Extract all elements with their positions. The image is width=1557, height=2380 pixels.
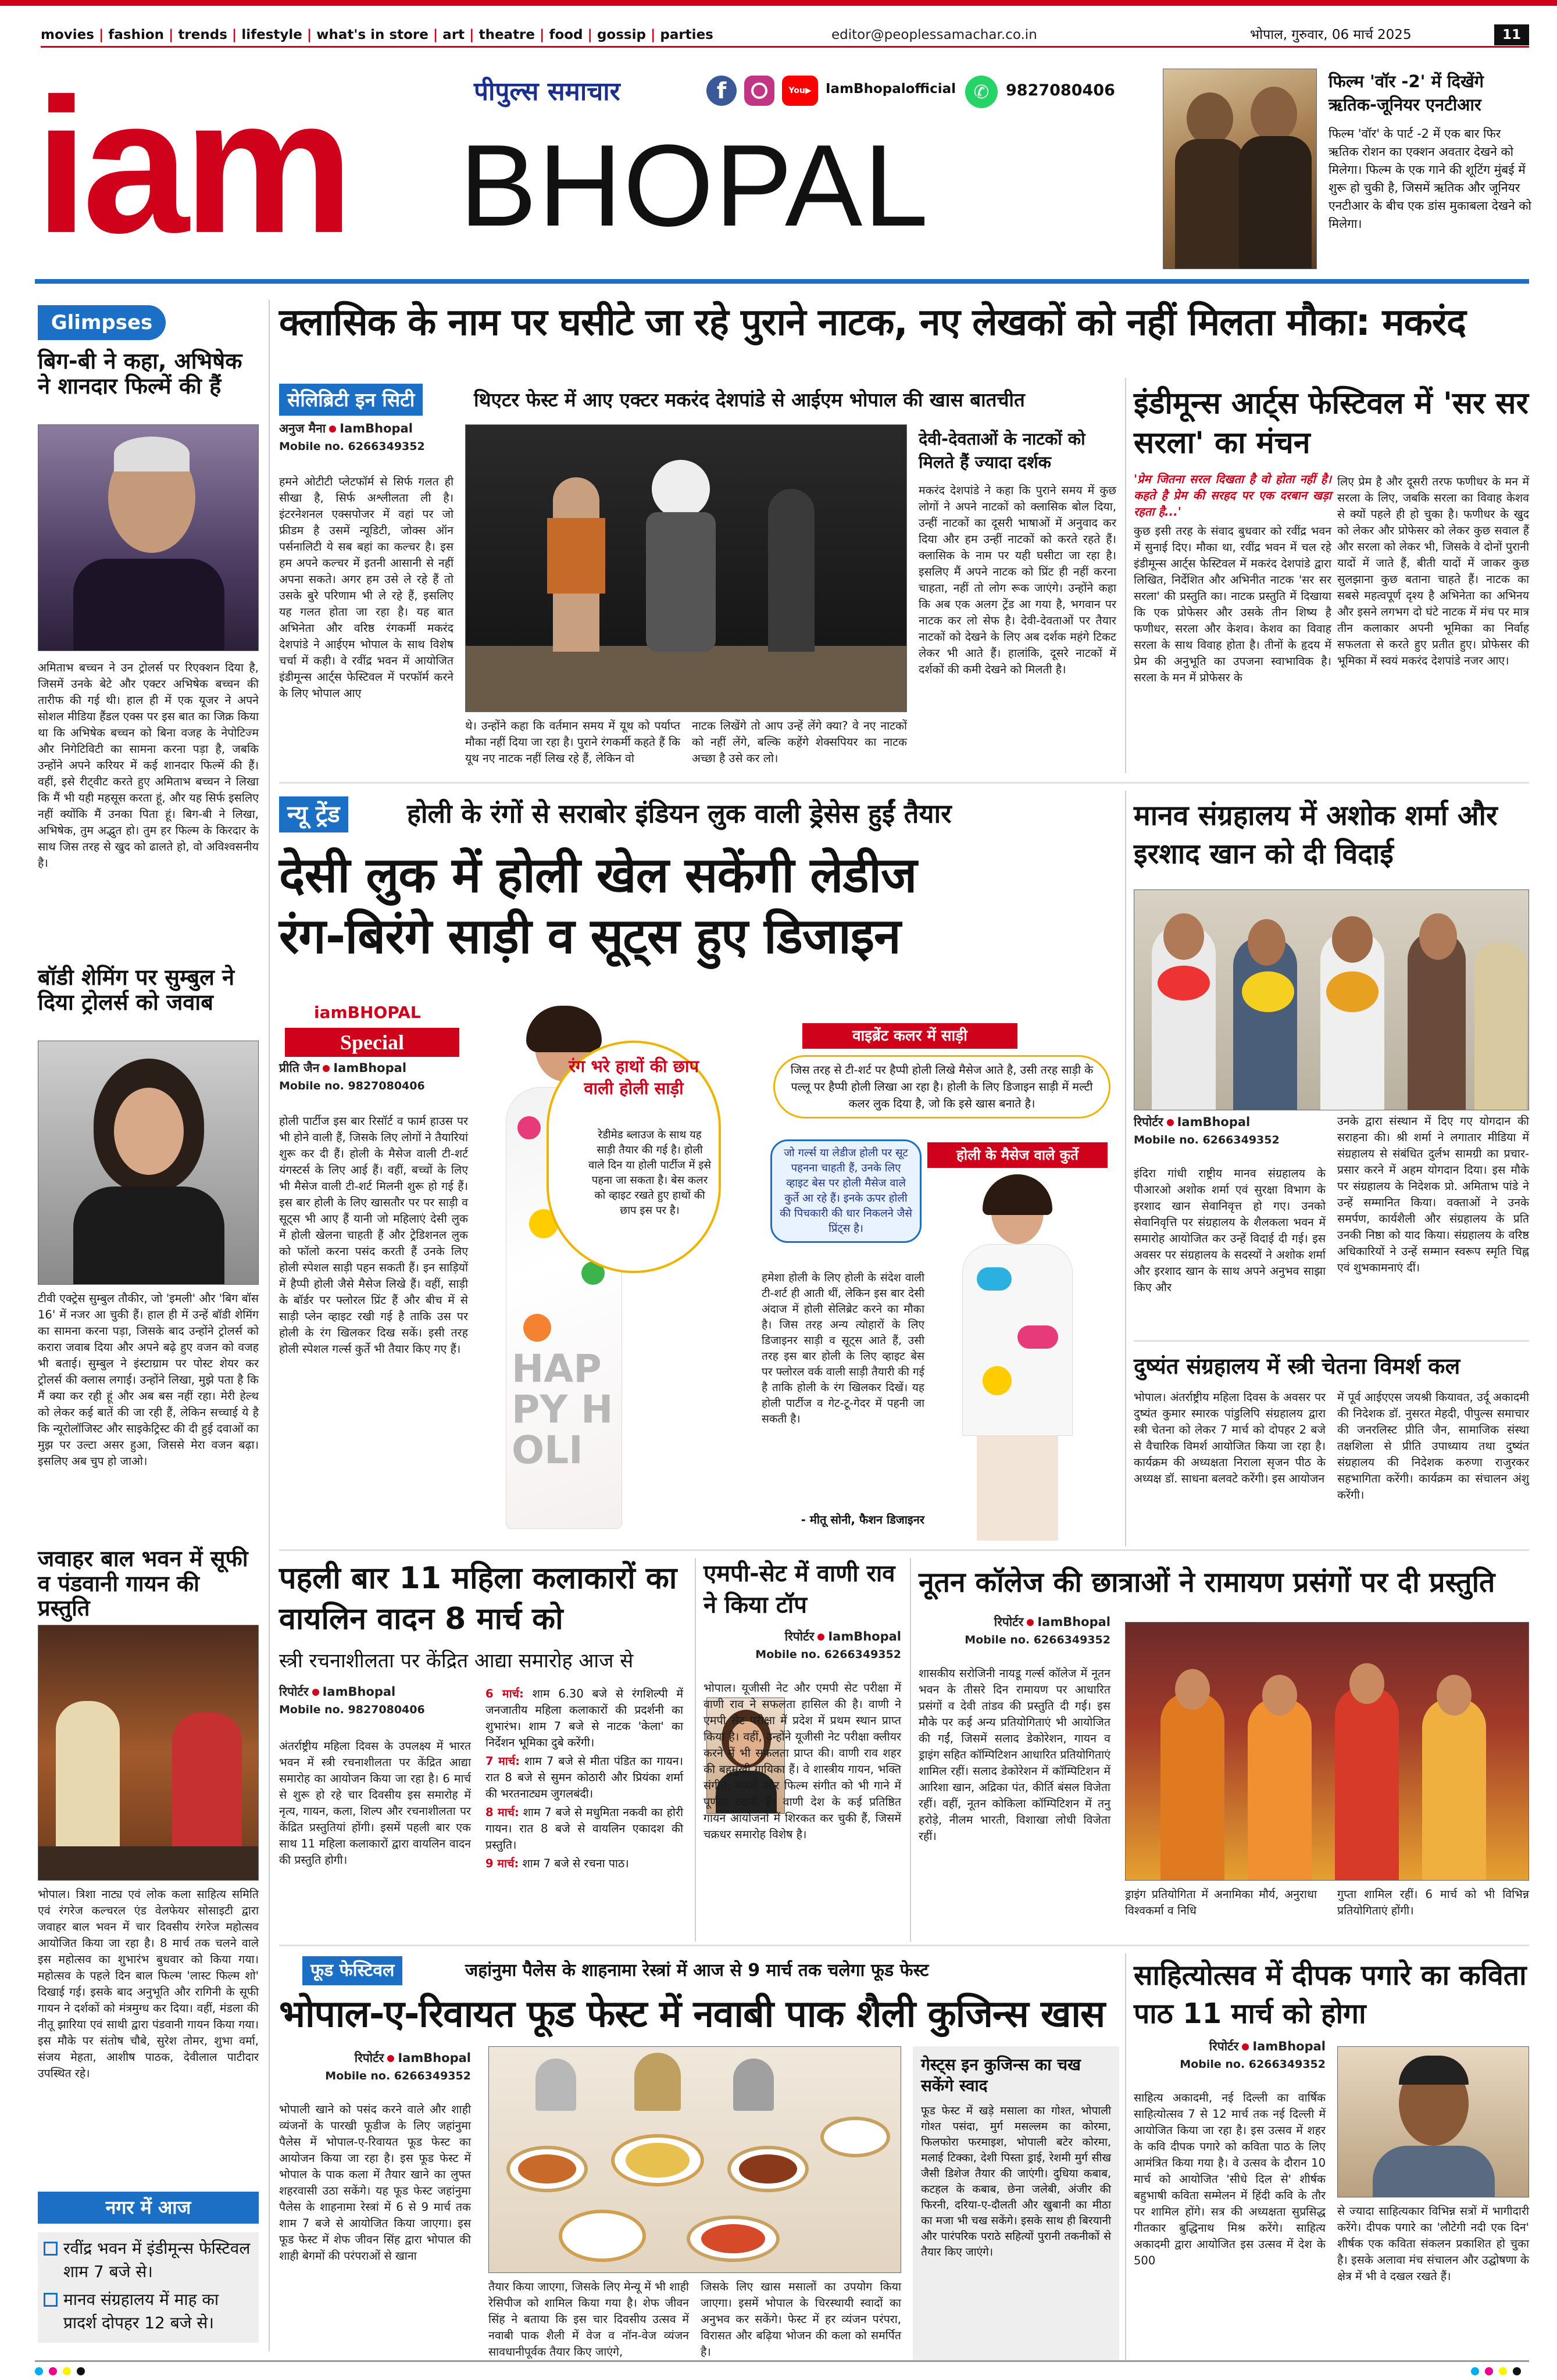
lead-side-body: मकरंद देशपांडे ने कहा कि पुराने समय में कुछ लोगों ने अपने नाटकों को क्लासिक बोल दिया, उन्हीं नाटकों का दूसरी भाषाओं में अनुवाद कर दिया और हम उन्हीं नाटकों को करते रहते हैं। क्लासिक के नाम पर यही घसीटा जा रहा है। इसलिए मैं अपने नाटक को प्रिंट ही नहीं करना चाहता, नहीं तो लोग रूक जाएंगे। उन्होंने कहा कि अब एक अलग ट्रेंड आ गया है, भगवान पर नाटक कर लो सेफ है। देवी-देवताओं पर तैयार नाटकों को देखने के लिए अब दर्शक महंगे टिकट लेकर भी आते हैं। हालांकि, दूसरे नाटकों में दर्शकों की कमी देखने को मिलती है। bbox=[919, 484, 1116, 676]
brand-iam: iam bbox=[35, 58, 348, 273]
special-brand: iamBHOPAL bbox=[314, 1003, 421, 1022]
nav-link[interactable]: movies bbox=[41, 27, 94, 42]
row1-rule bbox=[279, 782, 1529, 784]
manav-col2: उनके द्वारा संस्थान में दिए गए योगदान की सराहना की। श्री शर्मा ने लगातार मीडिया में संग्रहालय से संबंधित दुर्लभ सामग्री का प्रचार-प्रसार करने में अहम योगदान दिया। इस मौके पर संग्रहालय के निदेशक प्रो. अमिताभ पांडे ने उन्हें सम्मानित किया। वक्ताओं ने उनके समर्पण, कार्यशैली और संग्रहालय के प्रति उनकी निष्ठा को याद किया। संग्रहालय के वरिष्ठ अधिकारियों ने उन्हें सम्मान स्वरूप स्मृति चिह्न एवं शुभकामनाएं दीं। bbox=[1337, 1114, 1529, 1274]
nav-separator: | bbox=[428, 27, 443, 42]
row2-rule bbox=[279, 1549, 1529, 1551]
nagar-item: मानव संग्रहालय में माह का प्रादर्श दोपहर 12 बजे से। bbox=[44, 2288, 253, 2335]
left-col-rule bbox=[269, 299, 270, 2352]
nav-link[interactable]: art bbox=[442, 27, 465, 42]
violin-col1: अंतर्राष्ट्रीय महिला दिवस के उपलक्ष्य में भारत भवन में स्त्री रचनाशीलता पर केंद्रित आद्या समारोह का आयोजन किया जा रहा है। 6 मार्च से शुरू हो रहे चार दिवसीय इस समारोह में नृत्य, गायन, कला, शिल्प और रचनाशीलता पर केंद्रित प्रस्तुतियां होंगी। इसमें पहली बार एक साथ 11 महिला कलाकारों द्वारा वायलिन वादन की प्रस्तुति होगी। bbox=[279, 1739, 471, 1867]
violin-schedule bbox=[485, 1686, 683, 1872]
kurta-photo bbox=[930, 1174, 1105, 1541]
author-name: रिपोर्टर bbox=[279, 1685, 309, 1699]
nav-link[interactable]: parties bbox=[660, 27, 713, 42]
lead-headline: क्लासिक के नाम पर घसीटे जा रहे पुराने नाटक, नए लेखकों को नहीं मिलता मौका: मकरंद bbox=[279, 301, 1466, 344]
dushyant-headline: दुष्यंत संग्रहालय में स्त्री चेतना विमर्श कल bbox=[1134, 1353, 1460, 1379]
bottom-rule bbox=[35, 2360, 1529, 2362]
phone-number[interactable]: 9827080406 bbox=[1006, 81, 1115, 99]
lead-col3: नाटक लिखेंगे तो आप उन्हें लेंगे क्या? वे नए नाटकों को नहीं लेंगे, बल्कि कहेंगे शेक्सपियर का नाटक अच्छा है उसे कर लो। bbox=[692, 719, 907, 765]
indie-col1: कुछ इसी तरह के संवाद बुधवार को रवींद्र भवन में सुनाई दिए। मौका था, रवींद्र भवन में चल रहे इंडीमून्स आर्ट्स फेस्टिवल में मकरंद देशपांडे द्वारा लिखित, निर्देशित और अभिनीत नाटक 'सर सर सरला' की प्रस्तुति का। नाटक प्रस्तुति में दिखाया कि एक प्रोफेसर और उसके तीन शिष्य है फणीधर, सरला और केशव। केशव का विवाह सरला के साथ विवाह होता है। तीनों के हृदय में प्रेम की अनुभूति का उपजना स्वाभाविक है। सरला के मन में प्रोफेसर के bbox=[1134, 524, 1331, 684]
instagram-icon[interactable] bbox=[744, 76, 774, 106]
dateline: भोपाल, गुरुवार, 06 मार्च 2025 bbox=[1250, 27, 1412, 42]
food-headline: भोपाल-ए-रिवायत फूड फेस्ट में नवाबी पाक शैली कुजिन्स खास bbox=[279, 1993, 1105, 2036]
lead-col2: थे। उन्होंने कहा कि वर्तमान समय में यूथ को पर्याप्त मौका नहीं दिया जा रहा है। पुराने रंगकर्मी कहते हैं कि यूथ नए नाटक नहीं लिख रहे हैं, लेकिन वो bbox=[465, 719, 680, 765]
editor-email[interactable]: editor@peoplessamachar.co.in bbox=[831, 27, 1037, 42]
food-subhead: जहांनुमा पैलेस के शाहनामा रेस्त्रां में आज से 9 मार्च तक चलेगा फूड फेस्ट bbox=[465, 1960, 929, 1981]
sahitya-headline: साहित्योत्सव में दीपक पगारे का कविता पाठ 11 मार्च को होगा bbox=[1134, 1959, 1527, 2030]
nutan-col2: ड्राइंग प्रतियोगिता में अनामिका मौर्य, अनुराधा विश्वकर्मा व निधि bbox=[1125, 1888, 1317, 1917]
checkbox-icon bbox=[44, 2293, 58, 2307]
mpset-right-rule bbox=[910, 1558, 911, 1942]
lead-side-headline: देवी-देवताओं के नाटकों को मिलते हैं ज्यादा दर्शक bbox=[919, 429, 1085, 472]
author-mobile: Mobile no. 6266349352 bbox=[1134, 1134, 1280, 1146]
holi-body: होली पार्टीज इस बार रिसॉर्ट व फार्म हाउस पर भी होने वाली हैं, जिसके लिए लोगों ने तैयारियां शुरू कर दी हैं। होली के मैसेज वाली टी-शर्ट यंगस्टर्स के लिए आई हैं। वहीं, बच्चों के लिए भी मैसेज वाली टी-शर्ट मिलनी शुरू हो गई हैं। इस बार होली के लिए खासतौर पर पर साड़ी व सूट्स भी आए हैं यानी जो महिलाएं देसी लुक में होली खेलना चाहती हैं और ट्रेडिशनल लुक को फॉलो करना पसंद करती हैं उनके लिए होली स्पेशल साड़ी पहन सकती हैं। इन साड़ियों में हैप्पी होली जैसे मैसेज लिखे हैं। वहीं, साड़ी के बॉर्डर पर फ्लोरल प्रिंट हैं और बीच में से साड़ी प्लेन व्हाइट रखी गई है ताकि उस पर होली के रंग खिलकर दिख सकें। इसी तरह होली स्पेशल गर्ल्स कुर्ते भी तैयार किए गए हैं। bbox=[279, 1114, 468, 1356]
sahitya-col2: से ज्यादा साहित्यकार विभिन्न सत्रों में भागीदारी करेंगे। दीपक पगारे का 'लौटेगी नदी एक दिन' शीर्षक एक कविता संकलन प्रकाशित हो चुका है। इसके अलावा मंच संचालन और उद्घोषणा के क्षेत्र में भी वे दखल रखते हैं। bbox=[1337, 2204, 1529, 2283]
author-mobile: Mobile no. 6266349352 bbox=[1180, 2058, 1326, 2071]
indie-quote: 'प्रेम जितना सरल दिखता है वो होता नहीं है। कहते है प्रेम की सरहद पर एक दरबान खड़ा रहता है...' bbox=[1134, 472, 1331, 519]
brand-city: BHOPAL bbox=[459, 121, 930, 251]
author-name: अनुज मैना bbox=[279, 421, 326, 435]
kurta-intro: जो गर्ल्स या लेडीज होली पर सूट पहनना चाहती हैं, उनके लिए व्हाइट बेस पर होली मैसेज वाले कुर्ते आ रहे हैं। इनके ऊपर होली की पिचकारी की धार निकलने जैसे प्रिंट्स है। bbox=[770, 1139, 922, 1243]
glimpse1-headline: बिग-बी ने कहा, अभिषेक ने शानदार फिल्में की हैं bbox=[38, 348, 242, 399]
teaser-body: फिल्म 'वॉर' के पार्ट -2 में एक बार फिर ऋतिक रोशन का एक्शन अवतार देखने को मिलेगा। फिल्म के एक गाने की शूटिंग मुंबई में शुरू हो चुकी है, जिसमें ऋतिक और जूनियर एनटीआर के बीच एक डांस मुकाबला देखने को मिलेगा। bbox=[1329, 127, 1531, 231]
vibrant-tag: वाइब्रेंट कलर में साड़ी bbox=[802, 1023, 1017, 1049]
lead-right-rule bbox=[1125, 378, 1126, 773]
nav-separator: | bbox=[164, 27, 178, 42]
author-mobile: Mobile no. 6266349352 bbox=[755, 1648, 901, 1661]
row3-rule bbox=[279, 1945, 1529, 1946]
author-name: रिपोर्टर bbox=[354, 2051, 384, 2065]
designer-credit: - मीतू सोनी, फैशन डिजाइनर bbox=[801, 1513, 924, 1527]
nav-link[interactable]: theatre bbox=[478, 27, 535, 42]
youtube-icon[interactable]: You▶ bbox=[782, 76, 818, 106]
deepak-pagare-photo bbox=[1337, 2046, 1529, 2197]
author-name: प्रीति जैन bbox=[279, 1061, 320, 1075]
schedule-item: 9 मार्च: शाम 7 बजे से रचना पाठ। bbox=[485, 1857, 629, 1870]
brand-name: IamBhopal bbox=[398, 2051, 471, 2065]
section-nav bbox=[41, 24, 1529, 48]
page-number: 11 bbox=[1494, 24, 1529, 45]
makrand-stage-photo bbox=[465, 424, 907, 712]
nav-link[interactable]: fashion bbox=[108, 27, 165, 42]
nutan-col3: गुप्ता शामिल रहीं। 6 मार्च को भी विभिन्न प्रतियोगिताएं होंगी। bbox=[1337, 1888, 1529, 1917]
dushyant-col2: में पूर्व आईएएस जयश्री कियावत, उर्दू अकादमी की निदेशक डॉ. नुसरत मेहदी, पीपुल्स समाचार की जनरलिस्ट प्रीति जैन, सामाजिक संस्था तक्षशिला से प्रीति उपाध्याय तथा दुष्यंत संग्रहालय की निदेशक करुणा राजुरकर सहभागिता करेंगी। कार्यक्रम का संचालन अंशु करेंगी। bbox=[1337, 1391, 1529, 1502]
holi-right-rule bbox=[1125, 791, 1126, 1546]
vibrant-body: जिस तरह से टी-शर्ट पर हैप्पी होली लिखे मैसेज आते है, उसी तरह साड़ी के पल्लू पर हैप्पी होली लिखा आ रहा है। होली के लिए डिजाइन साड़ी में मल्टी कलर लुक दिया है, जो कि इसे खास बनाते है। bbox=[773, 1055, 1110, 1118]
top-strip bbox=[0, 0, 1557, 6]
registration-marks bbox=[0, 2367, 1557, 2375]
happy-holi-print: HAPPY HOLI bbox=[512, 1346, 613, 1473]
amitabh-photo bbox=[38, 424, 259, 651]
food-kicker: फूड फेस्टिवल bbox=[302, 1956, 402, 1985]
brand-name: IamBhopal bbox=[340, 421, 413, 435]
dushyant-col1: भोपाल। अंतर्राष्ट्रीय महिला दिवस के अवसर पर दुष्यंत कुमार स्मारक पांडुलिपि संग्रहालय द्वारा स्त्री चेतना को लेकर 7 मार्च को दोपहर 2 बजे से वैचारिक विमर्श आयोजित किया जा रहा है। कार्यक्रम की अध्यक्षता निराला सृजन पीठ के अध्यक्ष डॉ. साधना बलवटे करेंगी। इस आयोजन bbox=[1134, 1391, 1326, 1485]
holi-byline bbox=[279, 1059, 465, 1095]
lead-byline bbox=[279, 420, 453, 455]
food-box bbox=[913, 2046, 1119, 2360]
brand-name: IamBhopal bbox=[322, 1685, 396, 1699]
brand-name: IamBhopal bbox=[1252, 2039, 1326, 2053]
brand-name: IamBhopal bbox=[1177, 1115, 1251, 1129]
glimpses-tag: Glimpses bbox=[38, 305, 166, 340]
war2-photo bbox=[1163, 69, 1317, 269]
nav-separator: | bbox=[94, 27, 109, 42]
indie-col2: लिए प्रेम है और दूसरी तरफ फणीधर के मन में सरला के लिए, जबकि सरला का विवाह केशव से क्यों पहले ही हो चुका है। फणीधर के खुद को लेकर और प्रोफेसर को लेकर कुछ सवाल हैं और सरला को लेकर भी, जिसके वे दोनों पुरानी यादों में जाते हैं, बीती यादों में जाकर कुछ सुलझाना कुछ बताना चाहते हैं। नाटक का सबसे महत्वपूर्ण दृश्य है अभिनेता का अभिनय और इसने लगभग दो घंटे नाटक में मंच पर मात्र तीन कलाकार अपनी भूमिका का निर्वाह सफलता से करते हुए प्रतीत हुए। प्रोफेसर की भूमिका में स्वयं मकरंद देशपांडे नजर आए। bbox=[1337, 475, 1529, 667]
food-right-rule bbox=[1125, 1953, 1126, 2360]
nav-separator: | bbox=[302, 27, 317, 42]
sahitya-byline bbox=[1134, 2038, 1326, 2073]
author-name: रिपोर्टर bbox=[1134, 1115, 1163, 1129]
saree-title: रंग भरे हाथों की छाप वाली होली साड़ी bbox=[569, 1056, 699, 1098]
food-byline bbox=[279, 2049, 471, 2085]
indie-headline: इंडीमून्स आर्ट्स फेस्टिवल में 'सर सर सरला' का मंचन bbox=[1134, 386, 1529, 460]
glimpse3-headline: जवाहर बाल भवन में सूफी व पंडवानी गायन की प्रस्तुति bbox=[38, 1546, 248, 1621]
nagar-list bbox=[38, 2232, 259, 2343]
mpset-headline: एमपी-सेट में वाणी राव ने किया टॉप bbox=[703, 1560, 895, 1618]
holi-headline-1: देसी लुक में होली खेल सकेंगी लेडीज bbox=[279, 846, 917, 903]
author-mobile: Mobile no. 6266349352 bbox=[325, 2070, 471, 2082]
glimpse2-headline: बॉडी शेमिंग पर सुम्बुल ने दिया ट्रोलर्स को जवाब bbox=[38, 964, 235, 1015]
nagar-item: रवींद्र भवन में इंडीमून्स फेस्टिवल शाम 7 बजे से। bbox=[44, 2237, 253, 2283]
violin-headline: पहली बार 11 महिला कलाकारों का वायलिन वादन 8 मार्च को bbox=[279, 1561, 677, 1636]
holi-headline-2: रंग-बिरंगे साड़ी व सूट्स हुए डिजाइन bbox=[279, 907, 901, 964]
violin-byline bbox=[279, 1683, 471, 1718]
nav-link[interactable]: lifestyle bbox=[241, 27, 302, 42]
author-mobile: Mobile no. 6266349352 bbox=[965, 1634, 1110, 1646]
manav-rule bbox=[1134, 1340, 1529, 1342]
checkbox-icon bbox=[44, 2242, 58, 2256]
food-box-headline: गेस्ट्स इन कुजिन्स का चख सकेंगे स्वाद bbox=[921, 2055, 1081, 2095]
glimpse2-body: टीवी एक्ट्रेस सुम्बुल तौकीर, जो 'इमली' और 'बिग बॉस 16' में नजर आ चुकी हैं। हाल ही में उन्हें बॉडी शेमिंग का सामना करना पड़ा, जिसके बाद उन्होंने ट्रोलर्स को करारा जवाब दिया और अपने बढ़े हुए वजन को वजह भी बताई। सुम्बुल ने इंस्टाग्राम पर पोस्ट शेयर कर ट्रोलर्स की क्लास लगाई। उन्होंने लिखा, मुझे पता है कि मैं क्या कर रही हूं और अब बस नहीं रहा। मेरी हेल्थ को लेकर कई बातें की जा रही हैं, लेकिन सच्चाई ये है कि न्यूरोलॉजिस्ट और साइकेट्रिस्ट की दी हुई दवाओं का मुझ पर उल्टा असर हुआ, जिससे मेरा वजन बढ़ा। इसलिए अब चुप हो जाओ। bbox=[38, 1292, 259, 1468]
author-mobile: Mobile no. 9827080406 bbox=[279, 1703, 425, 1716]
special-tag: Special bbox=[285, 1028, 459, 1057]
brand-name: IamBhopal bbox=[1037, 1615, 1110, 1629]
nutan-col1: शासकीय सरोजिनी नायडू गर्ल्स कॉलेज में नूतन भवन के तीसरे दिन रामायण पर आधारित प्रसंगों व देवी तांडव की प्रस्तुति दी गई। इस मौके पर कई अन्य प्रतियोगिताएं भी आयोजित की गईं, जिसमें सलाद डेकोरेशन, गायन व ड्राइंग सहित कॉम्पिटिशन आधारित प्रतियोगिताएं शामिल रहीं। सलाद डेकोरेशन में कॉम्पिटिशन में आरिशा खान, अद्रिका पंत, कीर्ति बंसल विजेता रहीं। वहीं, नूतन कोकिला कॉम्पिटिशन में तनु हरोड़े, नीलम भारती, विशाखा लोधी विजेता रहीं। bbox=[919, 1667, 1110, 1843]
sumbul-photo bbox=[38, 1041, 259, 1285]
schedule-item: 8 मार्च: शाम 7 बजे से मधुमिता नकवी का होरी गायन। रात 8 बजे से वायलिन एकादश की प्रस्तुति। bbox=[485, 1806, 684, 1852]
food-col1: भोपाली खाने को पसंद करने वाले और शाही व्यंजनों के पारखी फूडीज के लिए जहांनुमा पैलेस में भोपाल-ए-रिवायत फूड फेस्ट का आयोजन किया जा रहा है। इस फूड फेस्ट में भोपाल के पाक कला में तैयार खाने का लुफ्त शहरवासी उठा सकेंगे। यह फूड फेस्ट जहांनुमा पैलेस के शाहनामा रेस्त्रां में 6 से 9 मार्च तक शाम 7 बजे से आयोजित किया जाएगा। इस फूड फेस्ट में शेफ जीवन सिंह द्वारा भोपाल की शाही बेगमों की परंपराओं से खाना bbox=[279, 2103, 471, 2263]
saree-body: रेडीमेड ब्लाउज के साथ यह साड़ी तैयार की गई है। होली वाले दिन या होली पार्टीज में इसे पहना जा सकता है। बेस कलर को व्हाइट रखते हुए हाथों की छाप इस पर है। bbox=[588, 1129, 712, 1217]
glimpse1-body: अमिताभ बच्चन ने उन ट्रोलर्स पर रिएक्शन दिया है, जिसमें उनके बेटे और एक्टर अभिषेक बच्चन की तारीफ की गई थी। हाल ही में एक यूजर ने अपने सोशल मीडिया हैंडल एक्स पर इस बात का जिक्र किया था कि अभिषेक बच्चन को बिना वजह के नेपोटिज्म और निगेटिविटी का सामना करना पड़ा है, जबकि उन्होंने अपने करियर में कई शानदार फिल्में की हैं। वहीं, इसे रीट्वीट करते हुए अमिताभ बच्चन ने लिखा कि मैं भी यही महसूस करता हूं, और यह सिर्फ इसलिए नहीं क्योंकि मैं उनका पिता हूं। बिग-बी ने लिखा, अभिषेक, तुम अद्भुत हो। तुम हर फिल्म के किरदार के साथ जिस तरह से खुद को ढालते हो, वो अविश्वसनीय है। bbox=[38, 661, 259, 870]
nagar-tag: नगर में आज bbox=[38, 2192, 259, 2224]
mpset-body: भोपाल। यूजीसी नेट और एमपी सेट परीक्षा में वाणी राव ने सफलता हासिल की है। वाणी ने एमपी सेट परीक्षा में प्रदेश में प्रथम स्थान प्राप्त किया है। वहीं, उन्होंने यूजीसी नेट परीक्षा क्लीयर करने में भी सफलता प्राप्त की। वाणी राव शहर की बहुमुखी गायिका हैं। वे शास्त्रीय गायन, भक्ति संगीत, गजलें और फिल्म संगीत को भी गाने में पूर्णता रखती हैं। वाणी देश के कई प्रतिष्ठित गायन आयोजनों में शिरकत कर चुकी हैं, जिसमें चक्रधर समारोह विशेष है। bbox=[703, 1681, 901, 1841]
masthead-rule bbox=[35, 279, 1529, 284]
manav-headline: मानव संग्रहालय में अशोक शर्मा और इरशाद खान को दी विदाई bbox=[1134, 799, 1498, 870]
teaser-title: फिल्म 'वॉर -2' में दिखेंगे ऋतिक-जूनियर एनटीआर bbox=[1329, 72, 1484, 115]
author-name: रिपोर्टर bbox=[1209, 2039, 1239, 2053]
facebook-icon[interactable]: f bbox=[706, 76, 737, 106]
nav-link[interactable]: gossip bbox=[597, 27, 646, 42]
nav-link[interactable]: trends bbox=[178, 27, 227, 42]
holi-kicker: न्यू ट्रेंड bbox=[279, 796, 348, 832]
violin-right-rule bbox=[695, 1558, 696, 1942]
nav-separator: | bbox=[535, 27, 549, 42]
nav-separator: | bbox=[645, 27, 660, 42]
nav-separator: | bbox=[583, 27, 597, 42]
sahitya-col1: साहित्य अकादमी, नई दिल्ली का वार्षिक साहित्योत्सव 7 से 12 मार्च तक नई दिल्ली में आयोजित किया जा रहा है। इस उत्सव में शहर के कवि दीपक पगारे को कविता पाठ के लिए आमंत्रित किया गया है। वे उत्सव के दौरान 10 मार्च को आयोजित 'सीधे दिल से' शीर्षक बहुभाषी कविता सम्मेलन में हिंदी कवि के तौर पर शामिल होंगे। सत्र की अध्यक्षता सुप्रसिद्ध गीतकार बुद्धिनाथ मिश्र करेंगे। साहित्य अकादमी द्वारा आयोजित इस उत्सव में देश के 500 bbox=[1134, 2091, 1326, 2267]
author-mobile: Mobile no. 6266349352 bbox=[279, 440, 425, 453]
glimpse3-body: भोपाल। त्रिशा नाट्य एवं लोक कला साहित्य समिति एवं रंगरेज कल्चरल एंड वेलफेयर सोसाइटी द्वारा जवाहर बाल भवन में चार दिवसीय रंगरेज महोत्सव आयोजित किया जा रहा है। 8 मार्च तक चलने वाले इस महोत्सव का शुभारंभ बुधवार को किया गया। महोत्सव के पहले दिन बाल फिल्म 'लास्ट फिल्म शो' दिखाई गई। इसके बाद अनुभूति और रागिनी के सूफी गायन ने दर्शकों को मंत्रमुग्ध कर दिया। वहीं, मंडला की नीतू झारिया एवं साथी द्वारा पंडवानी गायन किया गया। इस मौके पर संतोष चौबे, सुरेश तोमर, शुभा वर्मा, संजय मेहता, आशीष पाठक, देवीलाल पाटीदार उपस्थित रहे। bbox=[38, 1888, 259, 2080]
nav-separator: | bbox=[465, 27, 479, 42]
kurta-tag: होली के मैसेज वाले कुर्ते bbox=[927, 1142, 1108, 1168]
schedule-item: 7 मार्च: शाम 7 बजे से मीता पंडित का गायन। रात 8 बजे से सुमन कोठारी और प्रियंका शर्मा की भरतनाट्यम जुगलबंदी। bbox=[485, 1754, 684, 1800]
food-col2: तैयार किया जाएगा, जिसके लिए मेन्यू में भी शाही रेसिपीज को शामिल किया गया है। शेफ जीवन सिंह ने बताया कि इस चार दिवसीय उत्सव में नवाबी पाक शैली में वेज व नॉन-वेज व्यंजन सावधानीपूर्वक तैयार किए जाएंगे, bbox=[488, 2280, 689, 2358]
food-spread-photo bbox=[488, 2046, 901, 2273]
nutan-byline bbox=[919, 1613, 1110, 1649]
publisher-logo: पीपुल्स समाचार bbox=[474, 77, 620, 106]
manav-byline bbox=[1134, 1113, 1326, 1149]
whatsapp-icon[interactable]: ✆ bbox=[965, 76, 998, 108]
brand-name: IamBhopal bbox=[828, 1629, 901, 1643]
nav-link[interactable]: what's in store bbox=[316, 27, 428, 42]
food-box-body: फूड फेस्ट में खड़े मसाला का गोश्त, भोपाली गोश्त पसंदा, मुर्ग मसल्लम का कोरमा, फिलफोरा फरमाइश, भोपाली बटेर कोरमा, मलाई टिक्का, देशी पिस्ता ड्राई, रेशमी मुर्ग सीख जैसी डिशेज तैयार की जाएंगी। दुधिया कबाब, कटहल के कबाब, छेना जलेबी, अंजीर की फिरनी, दरिया-ए-दौलती और खुबानी का मीठा का मजा भी चख सकेंगे। इसके साथ ही बिरयानी और पारंपरिक पराठे सहित्यों पुरानी तकनीकों से तैयार किए जाएंगे। bbox=[921, 2104, 1111, 2259]
holi-subhead: होली के रंगों से सराबोर इंडियन लुक वाली ड्रेसेस हुईं तैयार bbox=[407, 798, 952, 829]
lead-subhead: थिएटर फेस्ट में आए एक्टर मकरंद देशपांडे से आईएम भोपाल की खास बातचीत bbox=[474, 388, 1025, 411]
manav-farewell-photo bbox=[1134, 889, 1529, 1110]
manav-col1: इंदिरा गांधी राष्ट्रीय मानव संग्रहालय के पीआरओ अशोक शर्मा एवं सुरक्षा विभाग के इरशाद खान सेवानिवृत्त हो गए। उनको सेवानिवृत्ति पर संग्रहालय के शैलकला भवन में समारोह आयोजित कर उन्हें विदाई दी गई। इस अवसर पर संग्रहालय के सदस्यों ने अशोक शर्मा और इरशाद खान के साथ अपने अनुभव साझा किए और bbox=[1134, 1167, 1326, 1294]
schedule-item: 6 मार्च: शाम 6.30 बजे से रंगशिल्पी में जनजातीय महिला कलाकारों की प्रदर्शनी का शुभारंभ। शाम 7 बजे से नाटक 'केला' का निर्देशन भूमिका दुबे करेंगी। bbox=[485, 1687, 684, 1749]
violin-subhead: स्त्री रचनाशीलता पर केंद्रित आद्या समारोह आज से bbox=[279, 1649, 634, 1673]
author-name: रिपोर्टर bbox=[784, 1629, 815, 1643]
author-mobile: Mobile no. 9827080406 bbox=[279, 1080, 425, 1092]
lead-kicker: सेलिब्रिटी इन सिटी bbox=[279, 384, 423, 416]
lead-col1: हमने ओटीटी प्लेटफॉर्म से सिर्फ गलत ही सीखा है, सिर्फ अश्लीलता ली है। इंटरनेशनल एक्सपोजर में वहां पर जो फ्रीडम है उसमें न्यूडिटी, जोक्स ऑन पर्सनालिटी ये सब बहां का कल्चर है। इस हम अपने कल्चर में इतनी आसानी से नहीं अपना सकते। अगर हम उसे ले रहे हैं तो उसके बुरे परिणाम भी ले रहे हैं, इसलिए यह गलत होता जा रहा है। यह बात अभिनेता और वरिष्ठ रंगकर्मी मकरंद देशपांडे ने आईएम भोपाल के साथ विशेष चर्चा में कही। वे रवींद्र भवन में आयोजित इंडीमून्स आर्ट्स फेस्टिवल में परफॉर्म करने के लिए भोपाल आए bbox=[279, 475, 453, 700]
food-col3: जिसके लिए खास मसालों का उपयोग किया जाएगा। इसमें भोपाल के चिरस्थायी स्वादों का अनुभव कर सकेंगे। फेस्ट में हर व्यंजन परंपरा, विरासत और बढ़िया भोजन की कला को समर्पित है। bbox=[701, 2280, 901, 2358]
nutan-headline: नूतन कॉलेज की छात्राओं ने रामायण प्रसंगों पर दी प्रस्तुति bbox=[919, 1566, 1495, 1599]
balbhavan-photo bbox=[38, 1625, 259, 1881]
nav-separator: | bbox=[227, 27, 242, 42]
author-name: रिपोर्टर bbox=[994, 1615, 1024, 1629]
social-handle[interactable]: IamBhopalofficial bbox=[826, 81, 956, 97]
nav-link[interactable]: food bbox=[549, 27, 583, 42]
brand-name: IamBhopal bbox=[333, 1061, 407, 1075]
kurta-body: हमेशा होली के लिए होली के संदेश वाली टी-शर्ट ही आती थीं, लेकिन इस बार देसी अंदाज में होली सेलिब्रेट करने का मौका है। जिस तरह अन्य त्योहारों के लिए डिजाइनर साड़ी व सूट्स आते हैं, उसी तरह इस बार होली के लिए व्हाइट बेस पर फ्लोरल वर्क वाली साड़ी तैयारी की गई है ताकि होली के रंग खिलकर दिखें। यह होली पार्टीज व गेट-टू-गेदर में पहनी जा सकती है। bbox=[762, 1271, 925, 1425]
nutan-ramayan-photo bbox=[1125, 1622, 1529, 1881]
